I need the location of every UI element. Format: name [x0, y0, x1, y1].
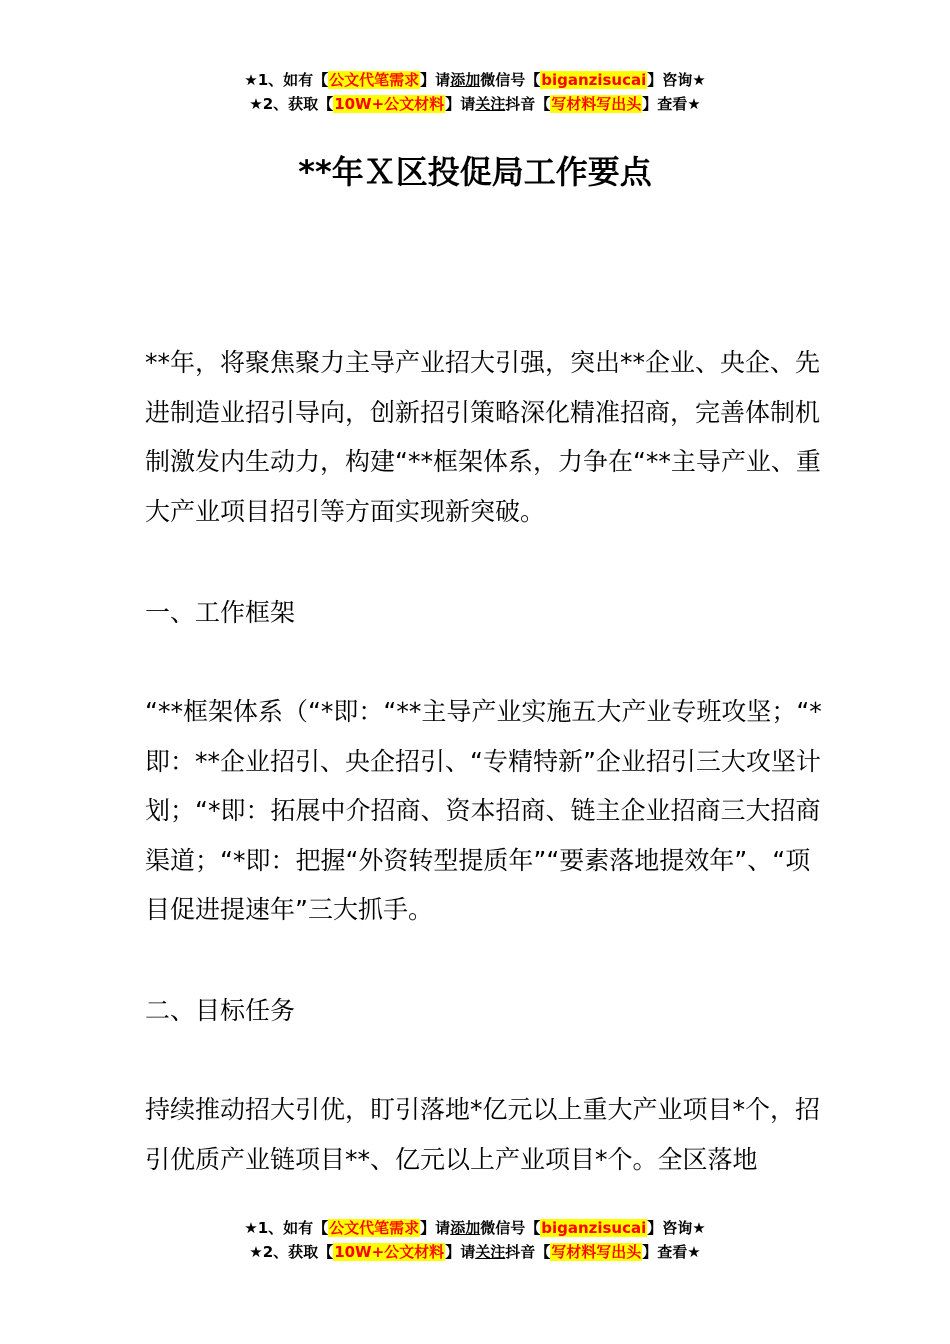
promo-highlight: 10W+公文材料	[334, 1243, 445, 1261]
promo-text: 】请	[445, 1243, 476, 1261]
promo-highlight: 写材料写出头	[551, 95, 642, 113]
promo-highlight: biganzisucai	[541, 71, 647, 89]
promo-highlight: biganzisucai	[541, 1219, 647, 1237]
goals-paragraph: 持续推动招大引优，盯引落地*亿元以上重大产业项目*个，招引优质产业链项目**、亿元以上产业项目*个。全区落地	[145, 1095, 821, 1174]
section-heading-framework: 一、工作框架	[145, 598, 296, 627]
promo-underline: 添加	[450, 1219, 481, 1237]
section-heading-goals: 二、目标任务	[145, 996, 296, 1025]
bottom-promo-banner	[0, 1216, 950, 1264]
promo-line-1	[0, 1216, 950, 1240]
promo-underline: 关注	[475, 1243, 506, 1261]
document-title: **年Ｘ区投促局工作要点	[298, 153, 652, 191]
promo-text: 抖音【	[505, 95, 551, 113]
promo-underline: 关注	[475, 95, 506, 113]
promo-text: 】查看★	[642, 1243, 701, 1261]
promo-line-2	[0, 1240, 950, 1264]
promo-highlight: 公文代笔需求	[329, 1219, 420, 1237]
promo-text: 】咨询★	[647, 1219, 706, 1237]
promo-text: 】咨询★	[647, 71, 706, 89]
promo-text: 】请	[420, 1219, 451, 1237]
promo-highlight: 写材料写出头	[551, 1243, 642, 1261]
intro-paragraph: **年，将聚焦聚力主导产业招大引强，突出**企业、央企、先进制造业招引导向，创新招引策略深化精准招商，完善体制机制激发内生动力，构建“**框架体系，力争在“**主导产业、重大产业项目招引等方面实现新突破。	[145, 348, 821, 526]
promo-line-2	[0, 92, 950, 116]
promo-text: ★1、如有【	[244, 1219, 329, 1237]
promo-line-1	[0, 68, 950, 92]
promo-underline: 添加	[450, 71, 481, 89]
promo-text: 抖音【	[505, 1243, 551, 1261]
top-promo-banner	[0, 68, 950, 116]
promo-text: 微信号【	[480, 71, 541, 89]
promo-text: 】请	[420, 71, 451, 89]
framework-paragraph: “**框架体系（“*即：“**主导产业实施五大产业专班攻坚；“*即：**企业招引、央企招引、“专精特新”企业招引三大攻坚计划；“*即：拓展中介招商、资本招商、链主企业招商三大招商渠道；“*即：把握“外资转型提质年”“要素落地提效年”、“项目促进提速年”三大抓手。	[145, 697, 822, 924]
promo-text: ★2、获取【	[249, 95, 334, 113]
promo-highlight: 10W+公文材料	[334, 95, 445, 113]
promo-text: ★1、如有【	[244, 71, 329, 89]
promo-text: 】请	[445, 95, 476, 113]
promo-text: ★2、获取【	[249, 1243, 334, 1261]
promo-text: 微信号【	[480, 1219, 541, 1237]
promo-highlight: 公文代笔需求	[329, 71, 420, 89]
promo-text: 】查看★	[642, 95, 701, 113]
